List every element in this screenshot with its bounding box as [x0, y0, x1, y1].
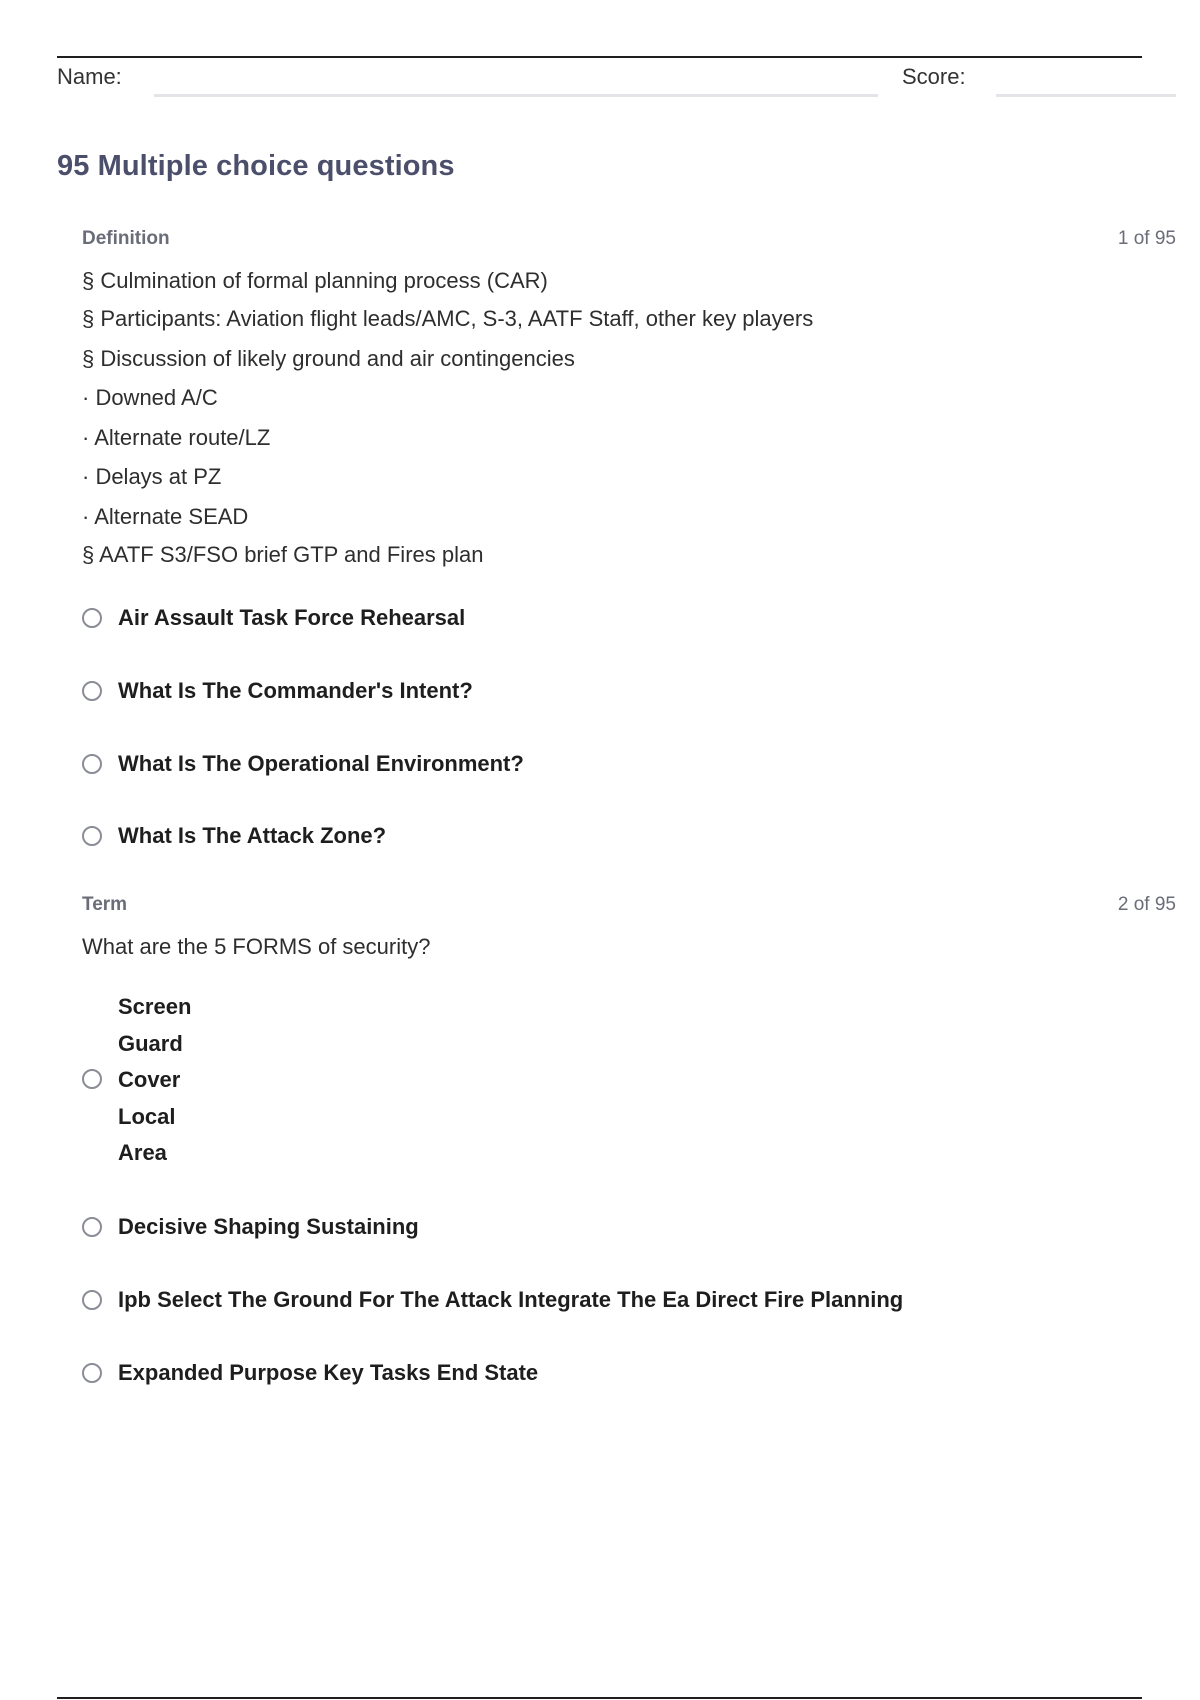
- option-line: Area: [118, 1140, 167, 1165]
- question-1-prompt-line: · Delays at PZ: [82, 464, 222, 489]
- question-1-prompt-line: § Discussion of likely ground and air contingencies: [82, 346, 575, 371]
- option-label: Ipb Select The Ground For The Attack Integrate The Ea Direct Fire Planning: [118, 1287, 904, 1312]
- radio-button[interactable]: [82, 826, 102, 846]
- question-1-option-2[interactable]: [82, 678, 473, 704]
- radio-button[interactable]: [82, 608, 102, 628]
- radio-button[interactable]: [82, 681, 102, 701]
- question-1-counter: 1 of 95: [1117, 228, 1176, 249]
- option-line: Cover: [118, 1067, 181, 1092]
- question-2-type: Term: [82, 894, 128, 915]
- radio-button[interactable]: [82, 1290, 102, 1310]
- question-1-prompt-line: · Alternate SEAD: [82, 504, 249, 529]
- option-line: Screen: [118, 994, 192, 1019]
- bottom-rule: [57, 1697, 1142, 1699]
- question-2-option-1-text: [118, 989, 191, 1172]
- option-label: Air Assault Task Force Rehearsal: [118, 605, 466, 630]
- radio-button[interactable]: [82, 1363, 102, 1383]
- question-2-option-3[interactable]: [82, 1287, 903, 1313]
- question-2-option-1[interactable]: [82, 1069, 102, 1089]
- question-1-prompt-line: § Participants: Aviation flight leads/AMC, S-3, AATF Staff, other key players: [82, 306, 814, 331]
- option-label: What Is The Operational Environment?: [118, 751, 524, 776]
- score-label: Score:: [902, 64, 966, 89]
- question-1-option-1[interactable]: [82, 605, 465, 631]
- question-1-option-3[interactable]: [82, 751, 524, 777]
- radio-button[interactable]: [82, 754, 102, 774]
- question-2-option-4[interactable]: [82, 1360, 538, 1386]
- top-rule: [57, 56, 1142, 58]
- name-label: Name:: [57, 64, 122, 89]
- question-1-prompt-line: · Downed A/C: [82, 385, 218, 410]
- radio-button[interactable]: [82, 1069, 102, 1089]
- question-2-option-2[interactable]: [82, 1214, 419, 1240]
- question-1-prompt-line: § Culmination of formal planning process (CAR): [82, 268, 548, 293]
- option-label: Expanded Purpose Key Tasks End State: [118, 1360, 539, 1385]
- question-2-prompt: What are the 5 FORMS of security?: [82, 934, 431, 959]
- option-line: Guard: [118, 1030, 183, 1056]
- option-label: What Is The Attack Zone?: [118, 823, 387, 848]
- question-1-prompt-line: · Alternate route/LZ: [82, 425, 271, 450]
- name-field[interactable]: [154, 94, 878, 97]
- question-1-type: Definition: [82, 228, 170, 249]
- option-line: Local: [118, 1103, 176, 1129]
- question-2-counter: 2 of 95: [1117, 894, 1176, 915]
- option-label: Decisive Shaping Sustaining: [118, 1214, 419, 1239]
- question-1-option-4[interactable]: [82, 823, 386, 849]
- question-1-prompt-line: § AATF S3/FSO brief GTP and Fires plan: [82, 542, 484, 567]
- score-field[interactable]: [996, 94, 1176, 97]
- radio-button[interactable]: [82, 1217, 102, 1237]
- page-title: 95 Multiple choice questions: [57, 150, 455, 182]
- option-label: What Is The Commander's Intent?: [118, 678, 473, 703]
